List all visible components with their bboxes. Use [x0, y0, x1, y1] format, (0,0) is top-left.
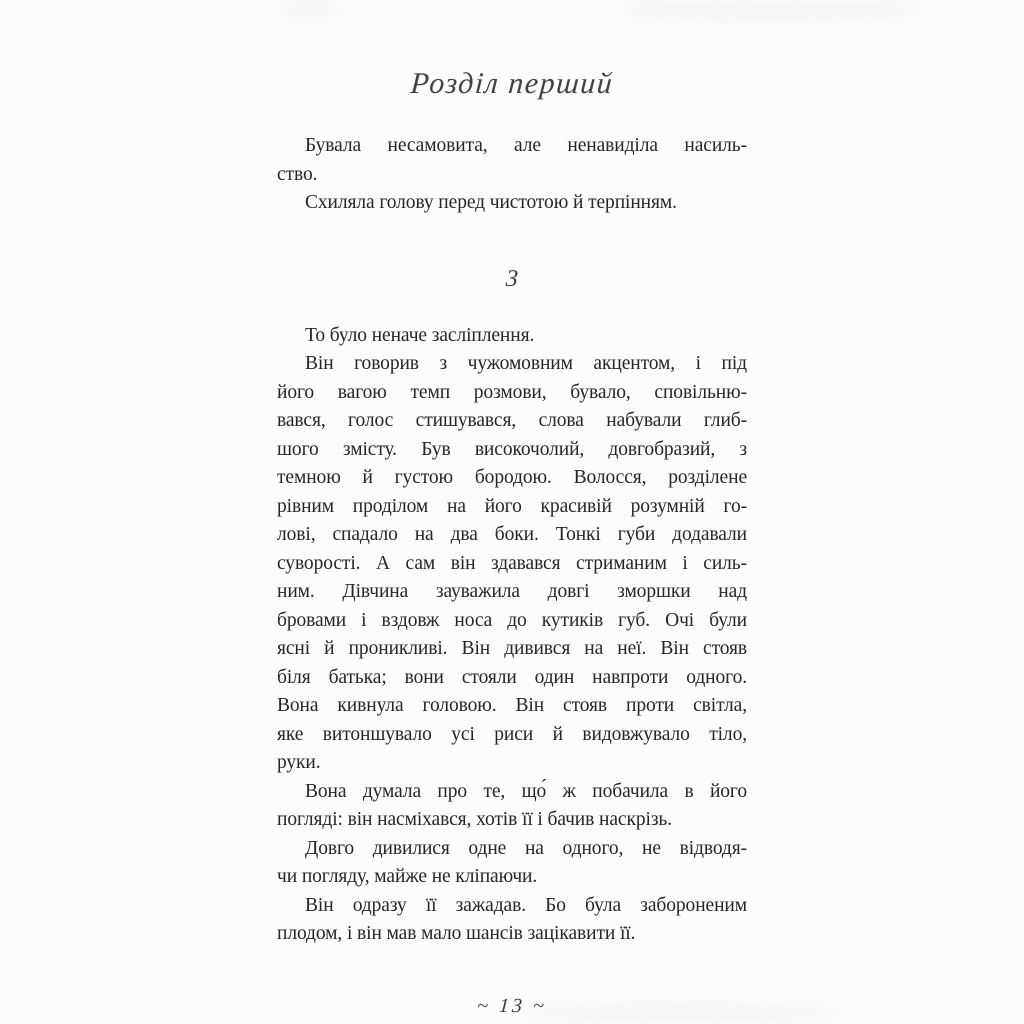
- text-line: Вона думала про те, що́ ж побачила в його: [305, 780, 747, 802]
- text-line: То було неначе засліплення.: [305, 324, 535, 346]
- book-page: [277, 0, 747, 1021]
- text-line: шого змісту. Був високочолий, довгобразий, з: [277, 438, 747, 460]
- page-body: [277, 132, 747, 949]
- paragraph: [277, 835, 747, 892]
- text-line: яке витоншувало усі риси й видовжувало тіло,: [277, 723, 747, 745]
- text-line: темною й густою бородою. Волосся, розділене: [277, 467, 747, 488]
- text-line: руки.: [277, 752, 321, 773]
- text-line: погляді: він насміхався, хотів її і бачив наскрізь.: [277, 809, 672, 830]
- text-line: Вона кивнула головою. Він стояв проти світла,: [277, 695, 747, 716]
- text-line: Він говорив з чужомовним акцентом, і під: [305, 353, 747, 374]
- text-line: біля батька; вони стояли один навпроти одного.: [277, 666, 747, 688]
- paragraph: [277, 350, 747, 778]
- text-line: його вагою темп розмови, бувало, сповільню-: [277, 381, 747, 403]
- paragraph: [277, 132, 747, 189]
- paragraph: [277, 778, 747, 835]
- text-line: лові, спадало на два боки. Тонкі губи додавали: [277, 524, 747, 545]
- text-line: чи погляду, майже не кліпаючи.: [277, 866, 538, 887]
- paragraph: [277, 322, 747, 351]
- text-line: ним. Дівчина зауважила довгі зморшки над: [277, 581, 747, 602]
- text-line: вався, голос стишувався, слова набували глиб-: [277, 410, 747, 431]
- chapter-heading: Розділ перший: [409, 67, 615, 100]
- section-number: 3: [505, 265, 519, 292]
- text-line: ясні й проникливі. Він дивився на неї. Він стояв: [277, 638, 747, 659]
- text-line: Довго дивилися одне на одного, не відводя-: [305, 837, 747, 859]
- page-number: ~ 13 ~: [476, 994, 548, 1017]
- text-line: Він одразу її зажадав. Бо була забороненим: [305, 894, 747, 916]
- text-line: Бувала несамовита, але ненавиділа насиль-: [305, 135, 747, 156]
- paragraph: [277, 189, 747, 218]
- text-line: рівним проділом на його красивій розумній го-: [277, 495, 747, 517]
- text-line: плодом, і він мав мало шансів зацікавити її.: [277, 923, 636, 944]
- text-line: бровами і вздовж носа до кутиків губ. Очі були: [277, 609, 747, 631]
- text-line: ство.: [277, 163, 318, 185]
- paragraph: [277, 892, 747, 949]
- text-line: Схиляла голову перед чистотою й терпінням.: [305, 192, 677, 213]
- text-line: суворості. А сам він здавався стриманим і силь-: [277, 552, 747, 574]
